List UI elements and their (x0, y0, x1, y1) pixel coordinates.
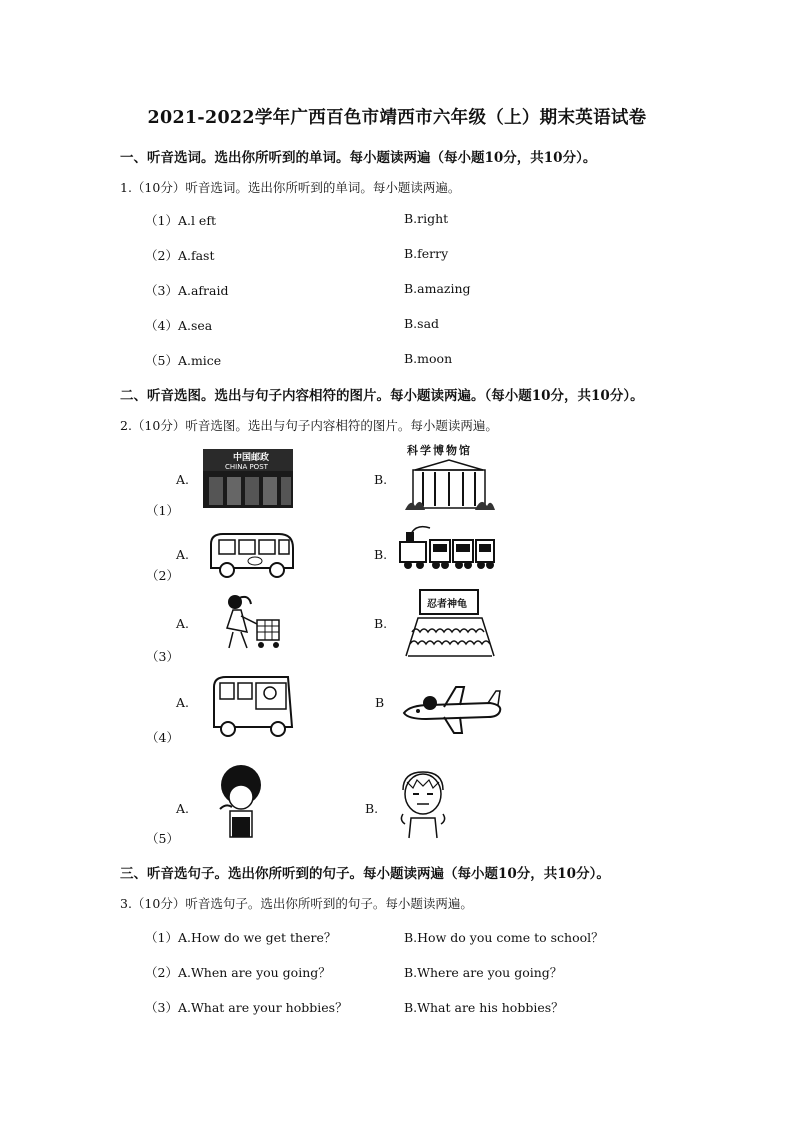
q1-item-2-option-b: B.ferry (404, 246, 449, 261)
q3-item-3-option-a: （3）A.What are your hobbies？ (145, 1000, 348, 1015)
q3-item-1-option-b: B.How do you come to school？ (404, 930, 604, 945)
q2-item-3-label-b: B. (374, 616, 388, 631)
q1-item-1-option-a: （1）A.l eft (145, 213, 216, 228)
boy-light-hair-picture (395, 768, 451, 840)
q1-item-5-option-a: （5）A.mice (145, 353, 222, 368)
q3-item-2-option-a: （2）A.When are you going？ (145, 965, 331, 980)
science-museum-picture (403, 440, 495, 512)
q2-item-2-number: （2） (146, 568, 179, 583)
section-3-heading: 三、听音选句子。选出你所听到的句子。每小题读两遍（每小题10分，共10分）。 (120, 866, 610, 882)
section-1-heading: 一、听音选词。选出你所听到的单词。每小题读两遍（每小题10分，共10分）。 (120, 150, 597, 166)
q2-item-5-label-b: B. (365, 801, 379, 816)
q3-item-3-option-b: B.What are his hobbies？ (404, 1000, 564, 1015)
boy-dark-hair-picture (212, 763, 270, 843)
q2-item-4-number: （4） (146, 730, 179, 745)
cinema-sign: 忍者神龟 (427, 599, 467, 610)
q2-item-3-label-a: A. (176, 616, 190, 631)
q3-item-1-option-a: （1）A.How do we get there？ (145, 930, 337, 945)
q1-item-3-option-a: （3）A.afraid (145, 283, 229, 298)
post-sign-en: CHINA POST (225, 463, 268, 471)
q1-item-3-option-b: B.amazing (404, 281, 471, 296)
q2-item-4-label-b: B (375, 695, 385, 710)
section-2-heading: 二、听音选图。选出与句子内容相符的图片。每小题读两遍。（每小题10分，共10分）。 (120, 388, 644, 404)
q2-item-4-label-a: A. (176, 695, 190, 710)
q2-item-2-label-a: A. (176, 547, 190, 562)
museum-sign: 科学博物馆 (407, 444, 472, 457)
q1-item-4-option-a: （4）A.sea (145, 318, 213, 333)
q2-item-5-number: （5） (146, 831, 179, 846)
q1-item-5-option-b: B.moon (404, 351, 453, 366)
post-sign-cn: 中国邮政 (233, 453, 270, 463)
q2-item-2-label-b: B. (374, 547, 388, 562)
q2-item-3-number: （3） (146, 649, 179, 664)
q2-item-5-label-a: A. (176, 801, 190, 816)
cinema-picture (404, 588, 496, 658)
question-1: 1.（10分）听音选词。选出你所听到的单词。每小题读两遍。 (120, 180, 461, 195)
q2-item-1-label-b: B. (374, 472, 388, 487)
shopping-woman-picture (209, 590, 284, 652)
q2-item-1-label-a: A. (176, 472, 190, 487)
page-title: 2021-2022学年广西百色市靖西市六年级（上）期末英语试卷 (147, 108, 647, 128)
q1-item-1-option-b: B.right (404, 211, 449, 226)
q2-item-1-number: （1） (146, 503, 179, 518)
bus-driver-picture (208, 673, 298, 739)
train-picture (398, 524, 496, 572)
plane-picture (400, 683, 504, 735)
q3-item-2-option-b: B.Where are you going？ (404, 965, 563, 980)
question-3: 3.（10分）听音选句子。选出你所听到的句子。每小题读两遍。 (120, 896, 473, 911)
q1-item-2-option-a: （2）A.fast (145, 248, 215, 263)
post-office-picture (203, 449, 293, 508)
bus-picture (205, 530, 297, 580)
question-2: 2.（10分）听音选图。选出与句子内容相符的图片。每小题读两遍。 (120, 418, 498, 433)
q1-item-4-option-b: B.sad (404, 316, 440, 331)
